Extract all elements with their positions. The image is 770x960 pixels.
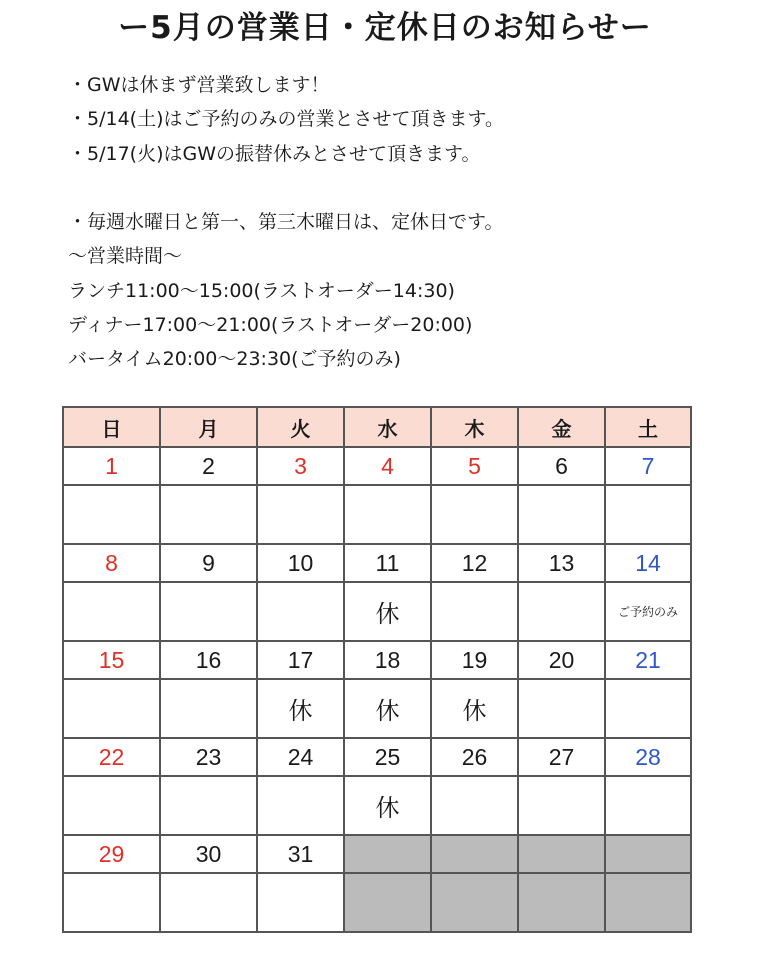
date-row <box>63 738 691 776</box>
date-row <box>63 641 691 679</box>
date-cell: 4 <box>344 447 431 485</box>
weekday-header: 木 <box>431 407 518 447</box>
status-cell <box>605 873 691 932</box>
status-cell <box>160 873 257 932</box>
status-cell <box>431 582 518 641</box>
closed-day-mark: 休 <box>344 582 431 641</box>
status-cell <box>63 582 160 641</box>
date-row <box>63 835 691 873</box>
date-cell: 10 <box>257 544 344 582</box>
date-cell: 27 <box>518 738 605 776</box>
weekday-header-row <box>63 407 691 447</box>
status-cell <box>257 485 344 544</box>
date-cell: 29 <box>63 835 160 873</box>
status-row <box>63 679 691 738</box>
date-cell: 21 <box>605 641 691 679</box>
date-cell: 31 <box>257 835 344 873</box>
status-cell <box>160 679 257 738</box>
reservation-only-note: ご予約のみ <box>605 582 691 641</box>
status-cell <box>431 485 518 544</box>
notice-line: ・5/17(火)はGWの振替休みとさせて頂きます。 <box>68 142 481 165</box>
date-cell: 23 <box>160 738 257 776</box>
weekday-header: 月 <box>160 407 257 447</box>
date-cell: 8 <box>63 544 160 582</box>
weekday-header: 日 <box>63 407 160 447</box>
date-cell: 18 <box>344 641 431 679</box>
date-cell: 14 <box>605 544 691 582</box>
date-cell: 20 <box>518 641 605 679</box>
date-cell: 24 <box>257 738 344 776</box>
status-cell <box>257 873 344 932</box>
date-cell: 5 <box>431 447 518 485</box>
date-cell: 12 <box>431 544 518 582</box>
status-cell <box>518 485 605 544</box>
status-cell <box>518 679 605 738</box>
status-cell <box>160 582 257 641</box>
status-row <box>63 485 691 544</box>
status-cell <box>518 873 605 932</box>
dinner-hours: ディナー17:00〜21:00(ラストオーダー20:00) <box>68 314 473 337</box>
status-row <box>63 582 691 641</box>
empty-date-cell <box>431 835 518 873</box>
weekday-header: 水 <box>344 407 431 447</box>
notice-line-blank <box>68 171 748 205</box>
date-cell: 26 <box>431 738 518 776</box>
page-title: ー5月の営業日・定休日のお知らせー <box>118 10 652 46</box>
date-cell: 13 <box>518 544 605 582</box>
date-cell: 2 <box>160 447 257 485</box>
weekday-header: 金 <box>518 407 605 447</box>
date-cell: 9 <box>160 544 257 582</box>
weekday-header: 火 <box>257 407 344 447</box>
lunch-hours: ランチ11:00〜15:00(ラストオーダー14:30) <box>68 279 455 302</box>
date-cell: 3 <box>257 447 344 485</box>
empty-date-cell <box>344 835 431 873</box>
status-cell <box>518 776 605 835</box>
notice-list <box>68 68 748 377</box>
notice-line: ・GWは休まず営業致します！ <box>68 74 330 96</box>
weekday-header: 土 <box>605 407 691 447</box>
status-cell <box>63 873 160 932</box>
notice-line: ・毎週水曜日と第一、第三木曜日は、定休日です。 <box>68 211 504 234</box>
date-cell: 22 <box>63 738 160 776</box>
status-cell <box>605 485 691 544</box>
status-cell <box>431 776 518 835</box>
date-cell: 17 <box>257 641 344 679</box>
date-row <box>63 447 691 485</box>
status-cell <box>257 582 344 641</box>
status-cell <box>63 776 160 835</box>
status-cell <box>160 776 257 835</box>
status-cell <box>63 485 160 544</box>
status-cell <box>63 679 160 738</box>
empty-date-cell <box>605 835 691 873</box>
date-cell: 25 <box>344 738 431 776</box>
status-cell <box>518 582 605 641</box>
date-row <box>63 544 691 582</box>
status-row <box>63 873 691 932</box>
date-cell: 30 <box>160 835 257 873</box>
closed-day-mark: 休 <box>344 679 431 738</box>
date-cell: 6 <box>518 447 605 485</box>
closed-day-mark: 休 <box>431 679 518 738</box>
status-cell <box>431 873 518 932</box>
status-cell <box>605 776 691 835</box>
may-calendar <box>62 406 692 933</box>
bar-hours: バータイム20:00〜23:30(ご予約のみ) <box>68 348 401 371</box>
date-cell: 15 <box>63 641 160 679</box>
date-cell: 16 <box>160 641 257 679</box>
status-cell <box>257 776 344 835</box>
date-cell: 11 <box>344 544 431 582</box>
empty-date-cell <box>518 835 605 873</box>
status-cell <box>344 873 431 932</box>
closed-day-mark: 休 <box>257 679 344 738</box>
date-cell: 1 <box>63 447 160 485</box>
status-cell <box>344 485 431 544</box>
date-cell: 28 <box>605 738 691 776</box>
closed-day-mark: 休 <box>344 776 431 835</box>
notice-line: ・5/14(土)はご予約のみの営業とさせて頂きます。 <box>68 108 504 131</box>
date-cell: 19 <box>431 641 518 679</box>
date-cell: 7 <box>605 447 691 485</box>
status-cell <box>160 485 257 544</box>
business-hours-heading: 〜営業時間〜 <box>68 245 183 268</box>
status-cell <box>605 679 691 738</box>
status-row <box>63 776 691 835</box>
